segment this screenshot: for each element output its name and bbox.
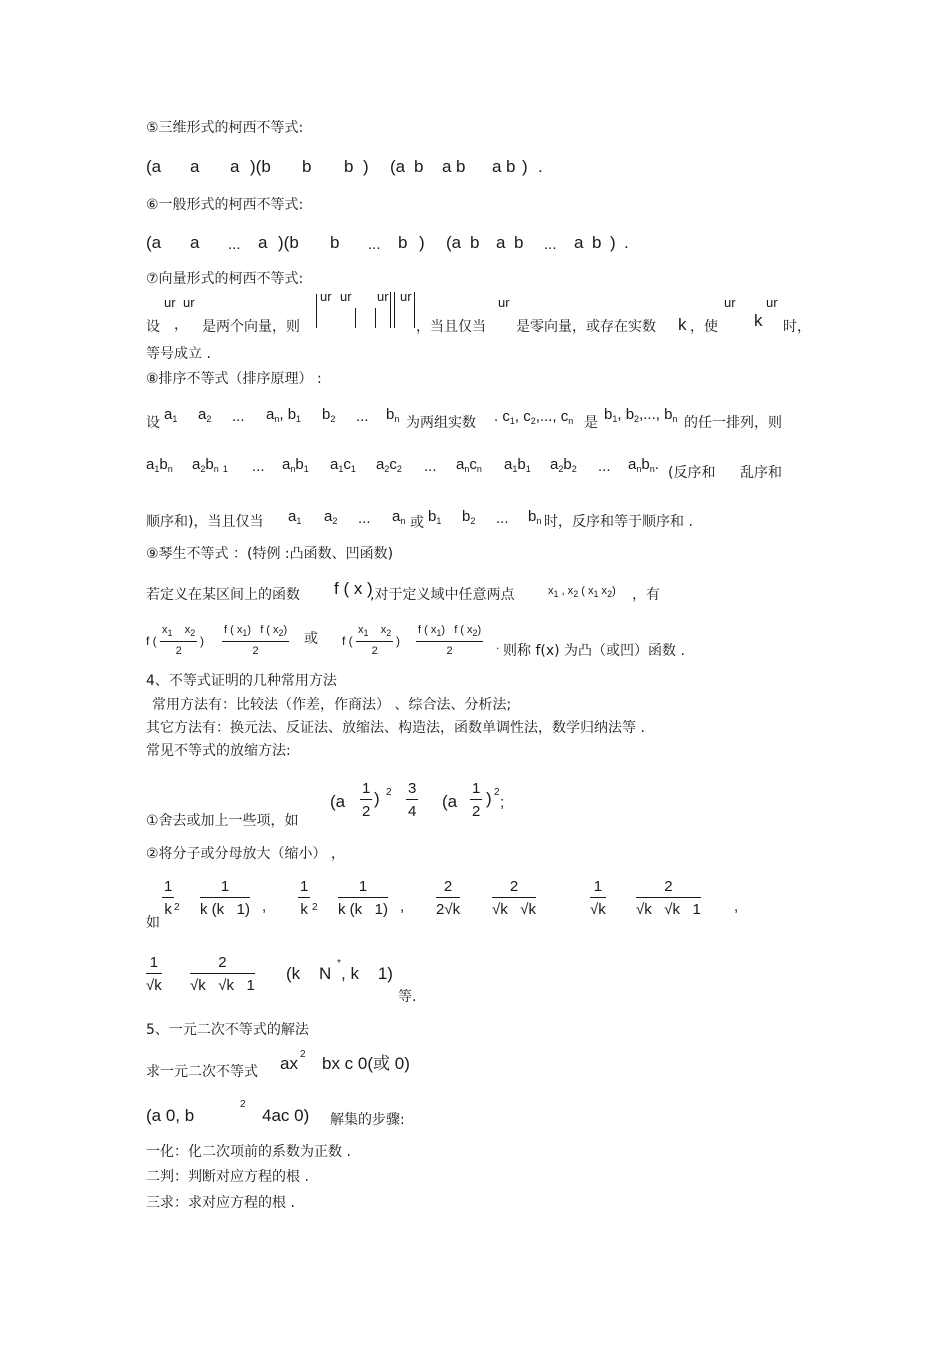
section-6-label: ⑥一般形式的柯西不等式: (146, 197, 304, 213)
section-7-label: ⑦向量形式的柯西不等式: (146, 271, 304, 287)
document-page: ⑤三维形式的柯西不等式: (a a a )(b b b ) (a b a b a b ) . ⑥一般形式的柯西不等式: (a a ... a )(b b ... b ) (a b a b ... a b ) . ⑦向量形式的柯西不等式: ur ur 设 ， 是两个向量，则 ur ur ur ur ，当且仅当 ur 是零向量，或存在实数 k ，使 ur k ur 时， 等号成立 . ⑧排序不等式（排序原理） : 设 $a_1$ $a_2$ ... $a_n$, $b_1$ $b_2$ ... $b_n$ 为两组实数 . $c_1$, $c_2$,..., $c_n$ 是 $b_1$, $b_2$,..., $b_n$ 的任一排列，则 $a_1b_n$ $a_2b_n$ $_1$ ... $a_nb_1$ $a_1c_1$ $a_2c_2$ ... $a_nc_n$ $a_1b_1$ $a_2b_2$ ... $a_nb_n$. (反序和 乱序和 顺序和)，当且仅当 $a_1$ $a_2$ ... $a_n$ 或 $b_1$ $b_2$ ... $b_n$ 时，反序和等于顺序和 . ⑨琴生不等式 ：(特例 :凸函数、凹函数) 若定义在某区间上的函数 f ( x ) ,对于定义域中任意两点 $x_1$ , $x_2$ ( $x_1$ $x_2$) ，有 f ( $\frac{x_1 x_2}{2}$ ) $\frac{f ( x_1) f ( x_2)}{2}$ 或 f ( $\frac{x_1 x_2}{2}$ ) $\frac{f ( x_1) f ( x_2)}{2}$ . 则称 f(x) 为凸（或凹）函数 . 4、不等式证明的几种常用方法 常用方法有：比较法（作差，作商法） 、综合法、分析法; 其它方法有：换元法、反证法、放缩法、构造法，函数单调性法，数学归纳法等 . 常见不等式的放缩方法: (a $\frac{1}{2}$ ) 2 $\frac{3}{4}$ (a $\frac{1}{2}$ ) 2 ; ①舍去或加上一些项，如 ②将分子或分母放大（缩小） ， 如 $\frac{1}{k}$ 2 $\frac{1}{k (k 1)}$ , $\frac{1}{k}$ 2 $\frac{1}{k (k 1)}$ , $\frac{2}{2√k}$ $\frac{2}{√k √k}$ $\frac{1}{√k}$ $\frac{2}{√k √k 1}$ , $\frac{1}{√k}$ $\frac{2}{√k √k 1}$ (k N * , k 1) 等. 5、一元二次不等式的解法 求一元二次不等式 ax 2 bx c 0(或 0) (a 0, b 2 4ac 0) 解集的步骤: 一化：化二次项前的系数为正数 . 二判：判断对应方程的根 . 三求：求对应方程的根 . (146, 120, 811, 1211)
scaling-item-1: ①舍去或加上一些项，如 (146, 813, 299, 829)
step-1: 一化：化二次项前的系数为正数 . (146, 1144, 351, 1160)
scaling-item-2: ②将分子或分母放大（缩小） ， (146, 846, 346, 862)
scaling-methods-title: 常见不等式的放缩方法: (146, 743, 291, 759)
section-8-label: ⑧排序不等式（排序原理） : (146, 371, 322, 387)
step-3: 三求：求对应方程的根 . (146, 1195, 295, 1211)
section-5-title: 5、一元二次不等式的解法 (146, 1022, 309, 1038)
section-4-title: 4、不等式证明的几种常用方法 (146, 673, 337, 689)
common-methods: 常用方法有：比较法（作差，作商法） 、综合法、分析法; (152, 697, 512, 713)
section-9-label: ⑨琴生不等式 ：(特例 :凸函数、凹函数) (146, 546, 394, 562)
section-5-label: ⑤三维形式的柯西不等式: (146, 120, 304, 136)
other-methods: 其它方法有：换元法、反证法、放缩法、构造法，函数单调性法，数学归纳法等 . (146, 720, 645, 736)
step-2: 二判：判断对应方程的根 . (146, 1169, 309, 1185)
